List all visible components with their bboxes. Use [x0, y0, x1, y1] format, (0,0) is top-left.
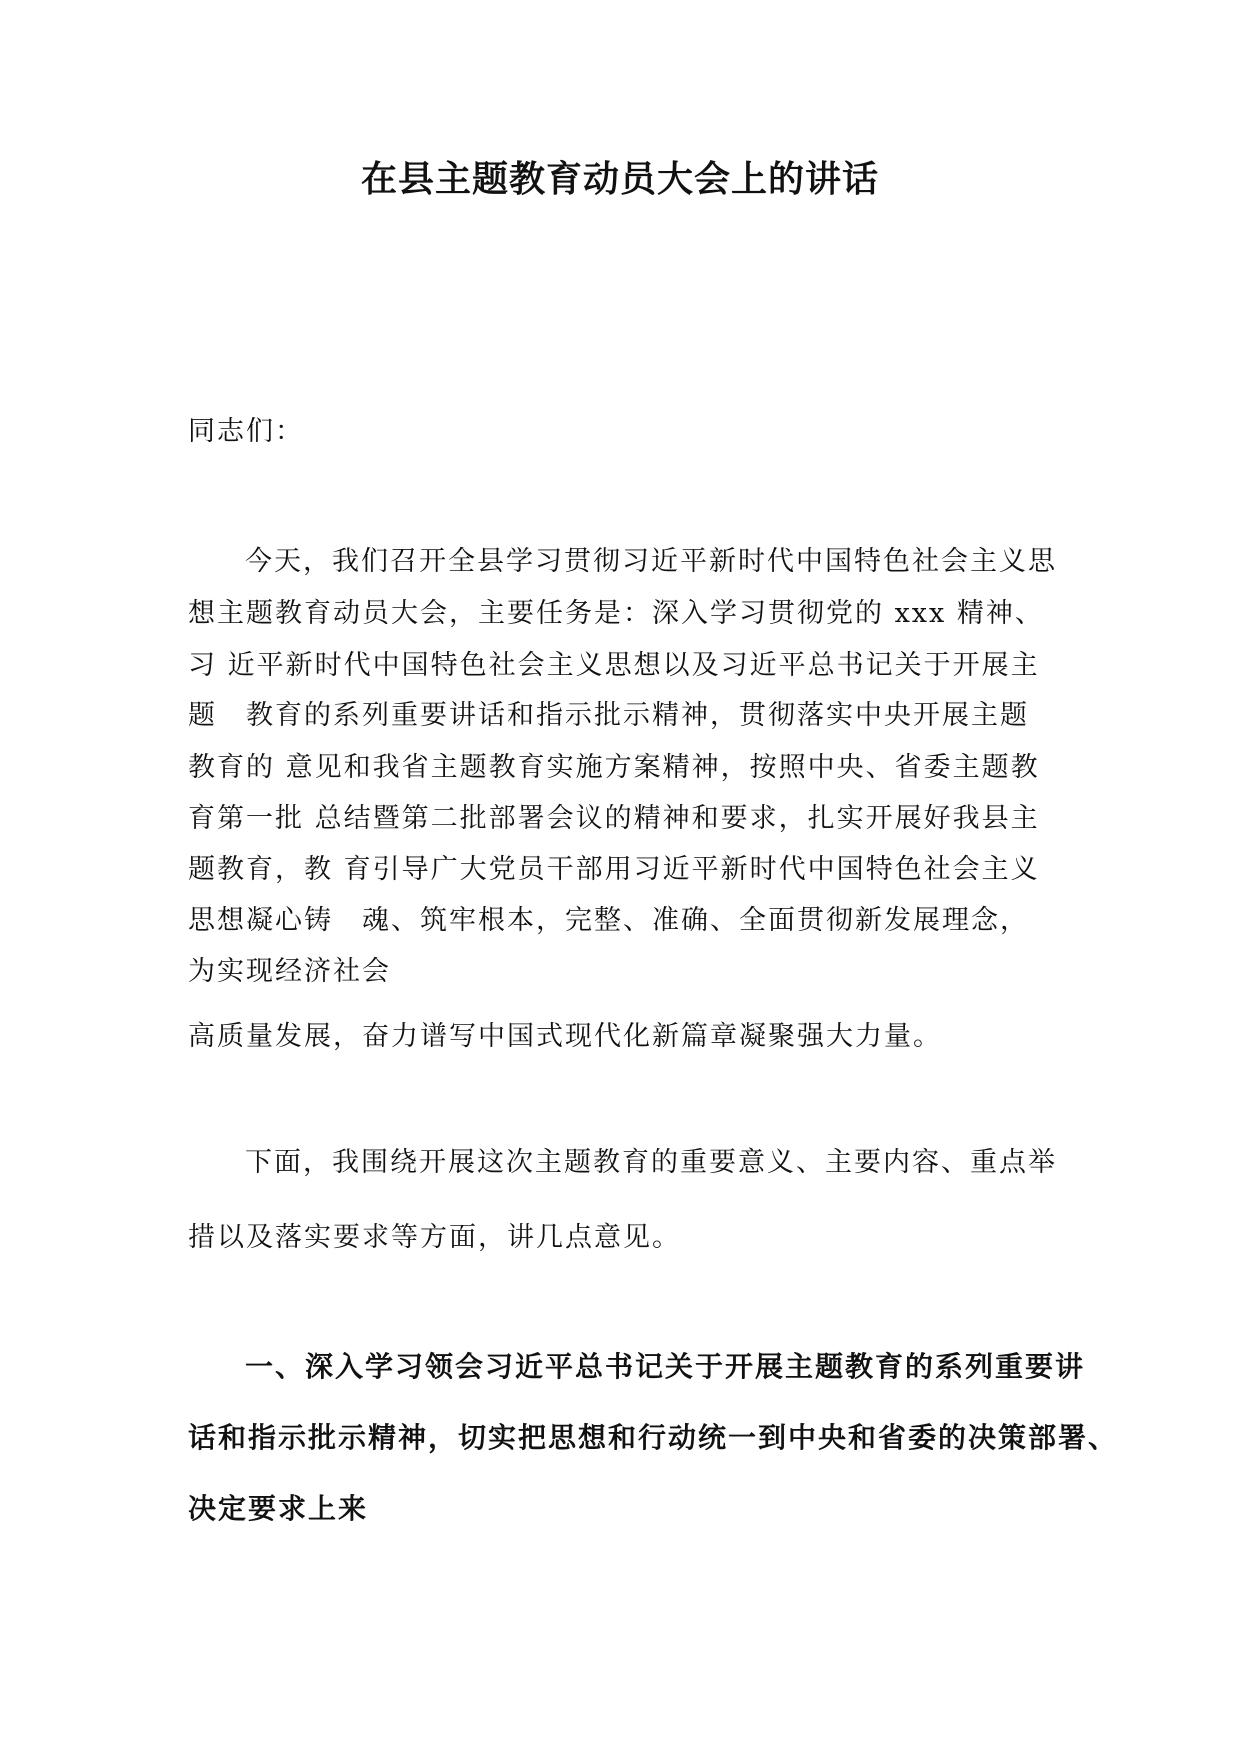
- paragraph-1-line: 题 教育的系列重要讲话和指示批示精神，贯彻落实中央开展主题: [188, 700, 1029, 731]
- paragraph-1-line: 育第一批 总结暨第二批部署会议的精神和要求，扎实开展好我县主: [188, 803, 1040, 834]
- paragraph-2-line: 下面，我围绕开展这次主题教育的重要意义、主要内容、重点举: [245, 1147, 1057, 1178]
- section-heading-line: 决定要求上来: [188, 1492, 369, 1525]
- document-title: 在县主题教育动员大会上的讲话: [360, 159, 879, 200]
- paragraph-1-line: 教育的 意见和我省主题教育实施方案精神，按照中央、省委主题教: [188, 752, 1040, 783]
- paragraph-1-line: 想主题教育动员大会，主要任务是：深入学习贯彻党的 xxx 精神、: [188, 598, 1044, 629]
- section-heading-line: 话和指示批示精神，切实把思想和行动统一到中央和省委的决策部署、: [188, 1421, 1119, 1454]
- paragraph-1-line: 为实现经济社会: [188, 956, 391, 987]
- paragraph-1-line: 思想凝心铸 魂、筑牢根本，完整、准确、全面贯彻新发展理念，: [188, 905, 1029, 936]
- paragraph-1-line: 今天，我们召开全县学习贯彻习近平新时代中国特色社会主义思: [245, 546, 1057, 577]
- paragraph-1-line: 习 近平新时代中国特色社会主义思想以及习近平总书记关于开展主: [188, 650, 1040, 681]
- paragraph-2-line: 措以及落实要求等方面，讲几点意见。: [188, 1222, 681, 1253]
- paragraph-1-line: 高质量发展，奋力谱写中国式现代化新篇章凝聚强大力量。: [188, 1021, 942, 1052]
- salutation: 同志们：: [188, 416, 304, 447]
- paragraph-1-line: 题教育，教 育引导广大党员干部用习近平新时代中国特色社会主义: [188, 854, 1040, 885]
- section-heading-line: 一、深入学习领会习近平总书记关于开展主题教育的系列重要讲: [245, 1350, 1086, 1383]
